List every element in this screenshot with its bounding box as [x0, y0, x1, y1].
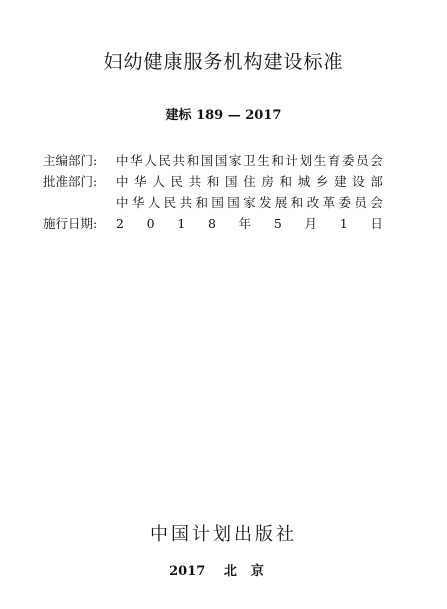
- approver-row-2: [43, 192, 383, 213]
- effective-value: 2 0 1 8 年 5 月 1 日: [116, 216, 383, 231]
- editor-row: [43, 150, 383, 171]
- info-block: [43, 150, 383, 234]
- editor-value: 中 华 人 民 共 和 国 国 家 卫 生 和 计 划 生 育 委 员 会: [116, 153, 383, 168]
- approver-value-2: 中 华 人 民 共 和 国 国 家 发 展 和 改 革 委 员 会: [116, 195, 383, 210]
- approver-label: 批准部门:: [43, 174, 98, 189]
- publication-footer: [0, 560, 447, 579]
- document-title: 妇幼健康服务机构建设标准: [103, 51, 344, 73]
- publisher-name: 中国计划出版社: [150, 524, 297, 545]
- standard-number: 建标 189 — 2017: [165, 108, 282, 123]
- editor-label: 主编部门:: [43, 153, 98, 168]
- publication-year: 2017: [169, 564, 206, 579]
- approver-spacer: [43, 192, 116, 213]
- approver-row: [43, 171, 383, 192]
- effective-label: 施行日期:: [43, 216, 98, 231]
- effective-row: [43, 213, 383, 234]
- publication-city: 北京: [223, 564, 278, 579]
- approver-value-1: 中 华 人 民 共 和 国 住 房 和 城 乡 建 设 部: [116, 174, 383, 189]
